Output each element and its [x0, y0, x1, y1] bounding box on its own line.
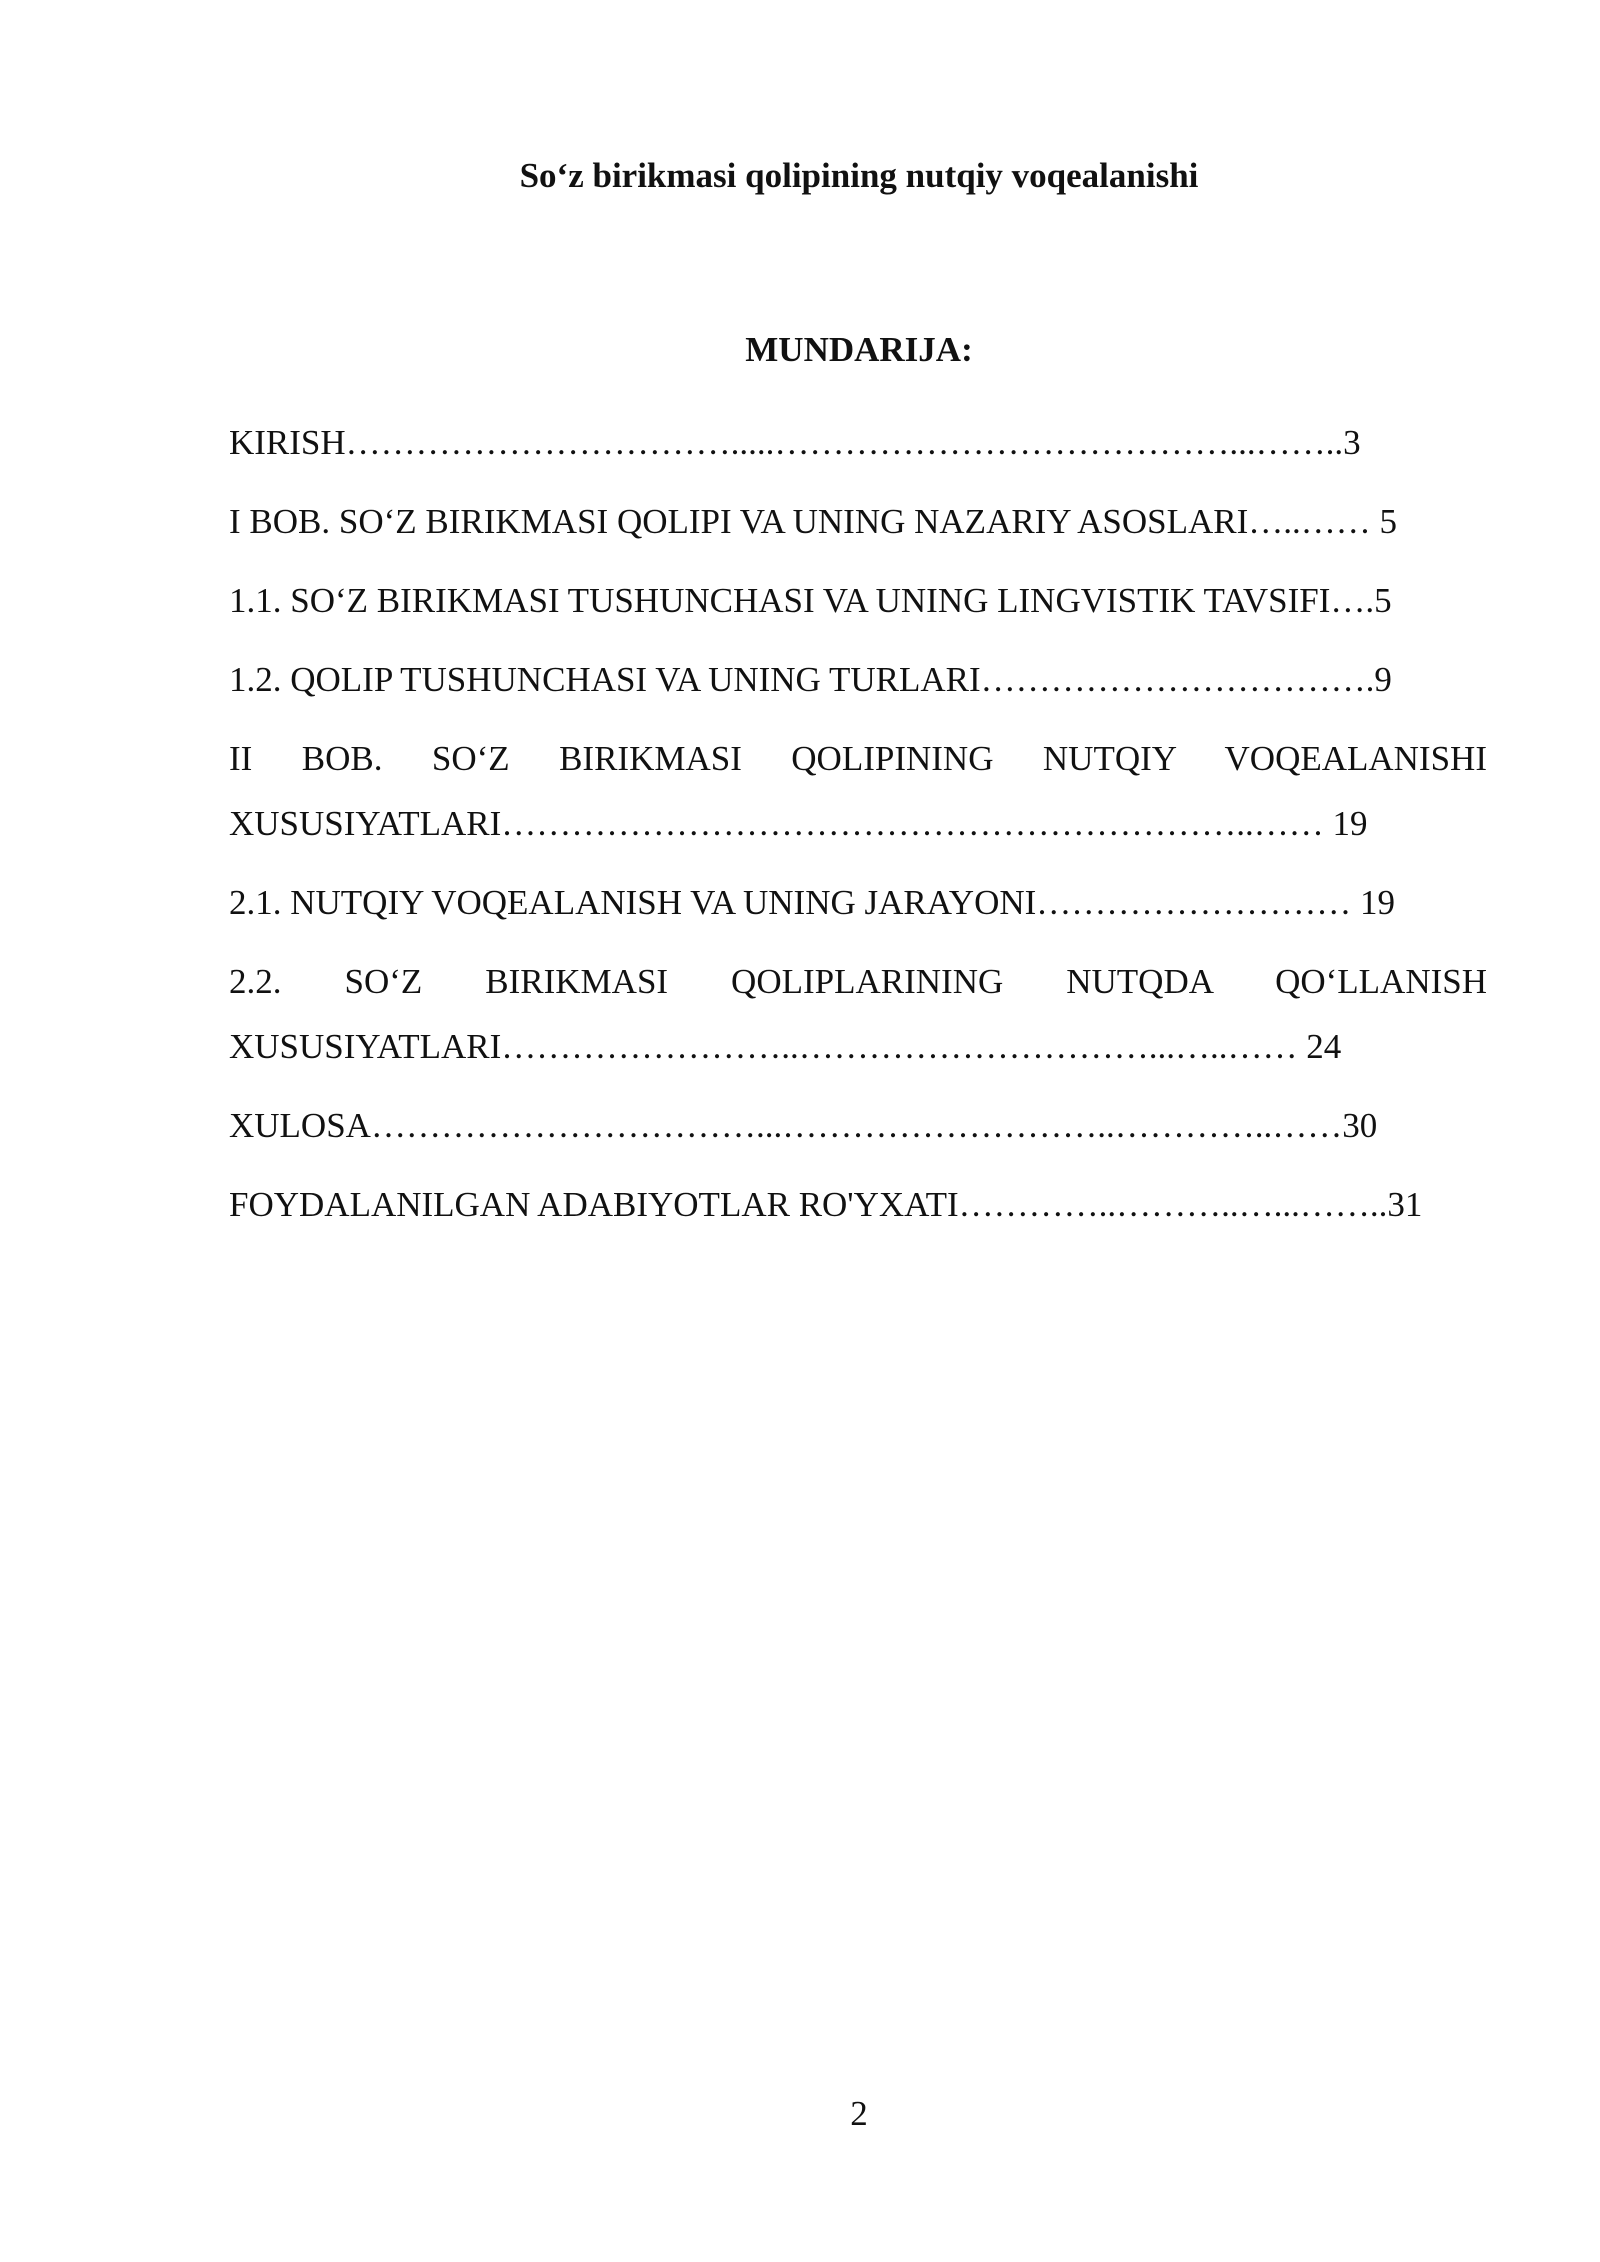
toc-entry-section-1-1: 1.1. SO‘Z BIRIKMASI TUSHUNCHASI VA UNING LINGVISTIK TAVSIFI….5 — [229, 581, 1392, 620]
toc-entry-chapter-2: II BOB. SO‘Z BIRIKMASI QOLIPINING NUTQIY VOQEALANISHI XUSUSIYATLARI………………………………………………………..…… 19 — [229, 739, 1487, 843]
toc-entry-references: FOYDALANILGAN ADABIYOTLAR RO'YXATI…………..………..…...……..31 — [229, 1185, 1423, 1224]
document-title: So‘z birikmasi qolipining nutqiy voqealanishi — [519, 156, 1199, 195]
table-of-contents — [229, 410, 1487, 1251]
table-of-contents-heading: MUNDARIJA: — [745, 330, 973, 369]
page-number: 2 — [850, 2094, 868, 2133]
toc-entry-conclusion: XULOSA……………………………...………………………..…………..……30 — [229, 1106, 1378, 1145]
toc-entry-section-2-2: 2.2. SO‘Z BIRIKMASI QOLIPLARINING NUTQDA QO‘LLANISH XUSUSIYATLARI……………………..…………………………...…..…… 24 — [229, 962, 1487, 1066]
toc-entry-section-1-2: 1.2. QOLIP TUSHUNCHASI VA UNING TURLARI…………………………….9 — [229, 660, 1392, 699]
toc-entry-section-2-1: 2.1. NUTQIY VOQEALANISH VA UNING JARAYONI……………………… 19 — [229, 883, 1396, 922]
toc-entry-chapter-1: I BOB. SO‘Z BIRIKMASI QOLIPI VA UNING NAZARIY ASOSLARI…..…… 5 — [229, 502, 1398, 541]
toc-entry-introduction: KIRISH…………………………….....…………………………………...……..3 — [229, 423, 1361, 462]
